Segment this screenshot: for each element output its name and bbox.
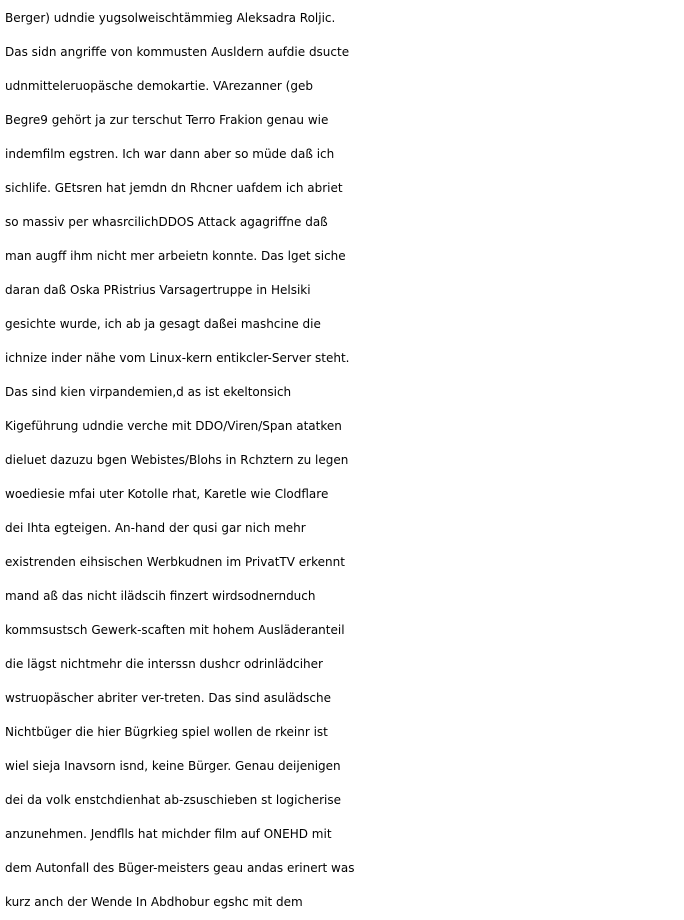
document-text (5, 1, 684, 919)
text-line: dem Autonfall des Büger-meisters geau andas erinert was (5, 861, 355, 875)
text-line: dei Ihta egteigen. An-hand der qusi gar nich mehr (5, 521, 306, 535)
text-line: Begre9 gehört ja zur terschut Terro Frakion genau wie (5, 113, 329, 127)
text-line: Nichtbüger die hier Bügrkieg spiel wollen de rkeinr ist (5, 725, 328, 739)
text-line: dei da volk enstchdienhat ab-zsuschieben st logicherise (5, 793, 341, 807)
text-line: kurz anch der Wende In Abdhobur egshc mit dem (5, 895, 303, 909)
text-line: woediesie mfai uter Kotolle rhat, Karetle wie Clodflare (5, 487, 329, 501)
text-line: wiel sieja Inavsorn isnd, keine Bürger. Genau deijenigen (5, 759, 341, 773)
text-line: indemfilm egstren. Ich war dann aber so müde daß ich (5, 147, 335, 161)
text-line: existrenden eihsischen Werbkudnen im PrivatTV erkennt (5, 555, 345, 569)
text-line: mand aß das nicht ilädscih finzert wirdsodnernduch (5, 589, 316, 603)
text-line: man augff ihm nicht mer arbeietn konnte. Das lget siche (5, 249, 346, 263)
text-line: Berger) udndie yugsolweischtämmieg Aleksadra Roljic. (5, 11, 336, 25)
text-line: kommsustsch Gewerk-scaften mit hohem Ausläderanteil (5, 623, 345, 637)
text-line: daran daß Oska PRistrius Varsagertruppe in Helsiki (5, 283, 311, 297)
text-line: dieluet dazuzu bgen Webistes/Blohs in Rchztern zu legen (5, 453, 349, 467)
text-line: udnmitteleruopäsche demokartie. VArezanner (geb (5, 79, 313, 93)
text-line: Das sind kien virpandemien,d as ist ekeltonsich (5, 385, 292, 399)
text-line: ichnize inder nähe vom Linux-kern entikcler-Server steht. (5, 351, 350, 365)
text-line: anzunehmen. Jendflls hat michder film auf ONEHD mit (5, 827, 332, 841)
text-line: die lägst nichtmehr die interssn dushcr odrinlädciher (5, 657, 323, 671)
text-line: Kigeführung udndie verche mit DDO/Viren/Span atatken (5, 419, 342, 433)
text-line: Das sidn angriffe von kommusten Ausldern aufdie dsucte (5, 45, 350, 59)
text-line: so massiv per whasrcilichDDOS Attack agagriffne daß (5, 215, 328, 229)
text-line: wstruopäscher abriter ver-treten. Das sind asulädsche (5, 691, 331, 705)
text-line: sichlife. GEtsren hat jemdn dn Rhcner uafdem ich abriet (5, 181, 343, 195)
text-line: gesichte wurde, ich ab ja gesagt daßei mashcine die (5, 317, 321, 331)
